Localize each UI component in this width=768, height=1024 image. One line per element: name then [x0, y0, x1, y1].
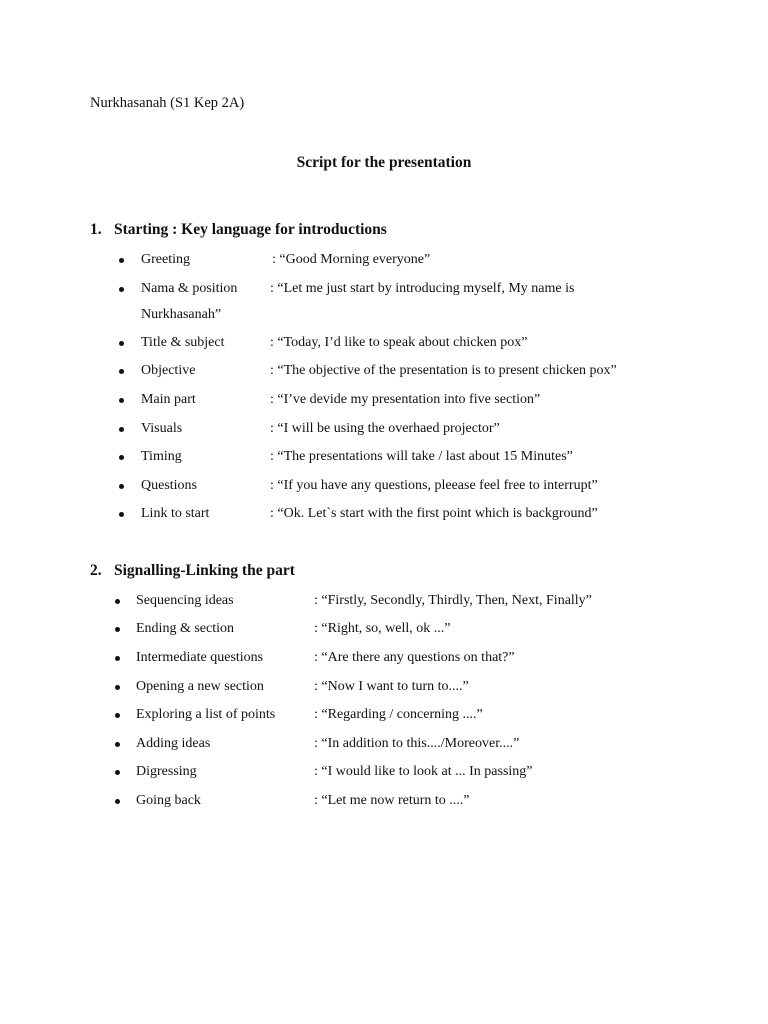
item-label: Sequencing ideas	[136, 593, 234, 608]
section-2-heading	[90, 561, 295, 581]
item-label: Timing	[141, 449, 182, 464]
bullet-icon	[119, 484, 124, 489]
item-label: Nama & position	[141, 281, 238, 296]
item-label: Adding ideas	[136, 736, 211, 751]
item-value: : “Let me now return to ....”	[314, 793, 470, 808]
item-label: Digressing	[136, 764, 197, 779]
item-value: : “Ok. Let`s start with the first point which is background”	[270, 506, 598, 521]
bullet-icon	[115, 742, 120, 747]
item-value: : “I will be using the overhaed projector”	[270, 421, 500, 436]
item-value: : “Regarding / concerning ....”	[314, 707, 483, 722]
item-value: : “Firstly, Secondly, Thirdly, Then, Next, Finally”	[314, 593, 592, 608]
item-value: : “Now I want to turn to....”	[314, 679, 469, 694]
item-label: Exploring a list of points	[136, 707, 276, 722]
item-value: : “I would like to look at ... In passing”	[314, 764, 533, 779]
bullet-icon	[119, 455, 124, 460]
bullet-icon	[119, 512, 124, 517]
item-value: : “Right, so, well, ok ...”	[314, 621, 451, 636]
bullet-icon	[115, 770, 120, 775]
item-value: : “Today, I’d like to speak about chicken pox”	[270, 335, 528, 350]
section-1-number: 1.	[90, 221, 102, 238]
item-value: : “I’ve devide my presentation into five section”	[270, 392, 541, 407]
bullet-icon	[115, 799, 120, 804]
bullet-icon	[115, 685, 120, 690]
item-label: Intermediate questions	[136, 650, 264, 665]
section-2-title: Signalling-Linking the part	[114, 562, 295, 579]
item-label: Questions	[141, 478, 197, 493]
item-value-continuation: Nurkhasanah”	[141, 307, 222, 322]
document-title: Script for the presentation	[296, 154, 472, 171]
bullet-icon	[115, 656, 120, 661]
section-1-heading	[90, 220, 387, 240]
item-value: : “Are there any questions on that?”	[314, 650, 515, 665]
bullet-icon	[115, 599, 120, 604]
item-value: : “Good Morning everyone”	[272, 252, 431, 267]
item-value: : “The objective of the presentation is to present chicken pox”	[270, 363, 617, 378]
bullet-icon	[115, 713, 120, 718]
bullet-icon	[119, 287, 124, 292]
author-line: Nurkhasanah (S1 Kep 2A)	[90, 95, 245, 111]
item-value: : “In addition to this..../Moreover....”	[314, 736, 520, 751]
bullet-icon	[119, 341, 124, 346]
item-label: Visuals	[141, 421, 183, 436]
item-label: Main part	[141, 392, 196, 407]
bullet-icon	[119, 258, 124, 263]
bullet-icon	[119, 427, 124, 432]
item-label: Link to start	[141, 506, 210, 521]
item-value: : “If you have any questions, pleease feel free to interrupt”	[270, 478, 598, 493]
bullet-icon	[119, 398, 124, 403]
item-label: Ending & section	[136, 621, 234, 636]
bullet-icon	[115, 627, 120, 632]
item-label: Opening a new section	[136, 679, 264, 694]
section-2-number: 2.	[90, 562, 102, 579]
item-label: Objective	[141, 363, 196, 378]
item-value: : “Let me just start by introducing myself, My name is	[270, 281, 575, 296]
section-1-title: Starting : Key language for introductions	[114, 221, 387, 238]
item-label: Title & subject	[141, 335, 225, 350]
bullet-icon	[119, 369, 124, 374]
item-label: Going back	[136, 793, 201, 808]
item-value: : “The presentations will take / last about 15 Minutes”	[270, 449, 573, 464]
item-label: Greeting	[141, 252, 190, 267]
